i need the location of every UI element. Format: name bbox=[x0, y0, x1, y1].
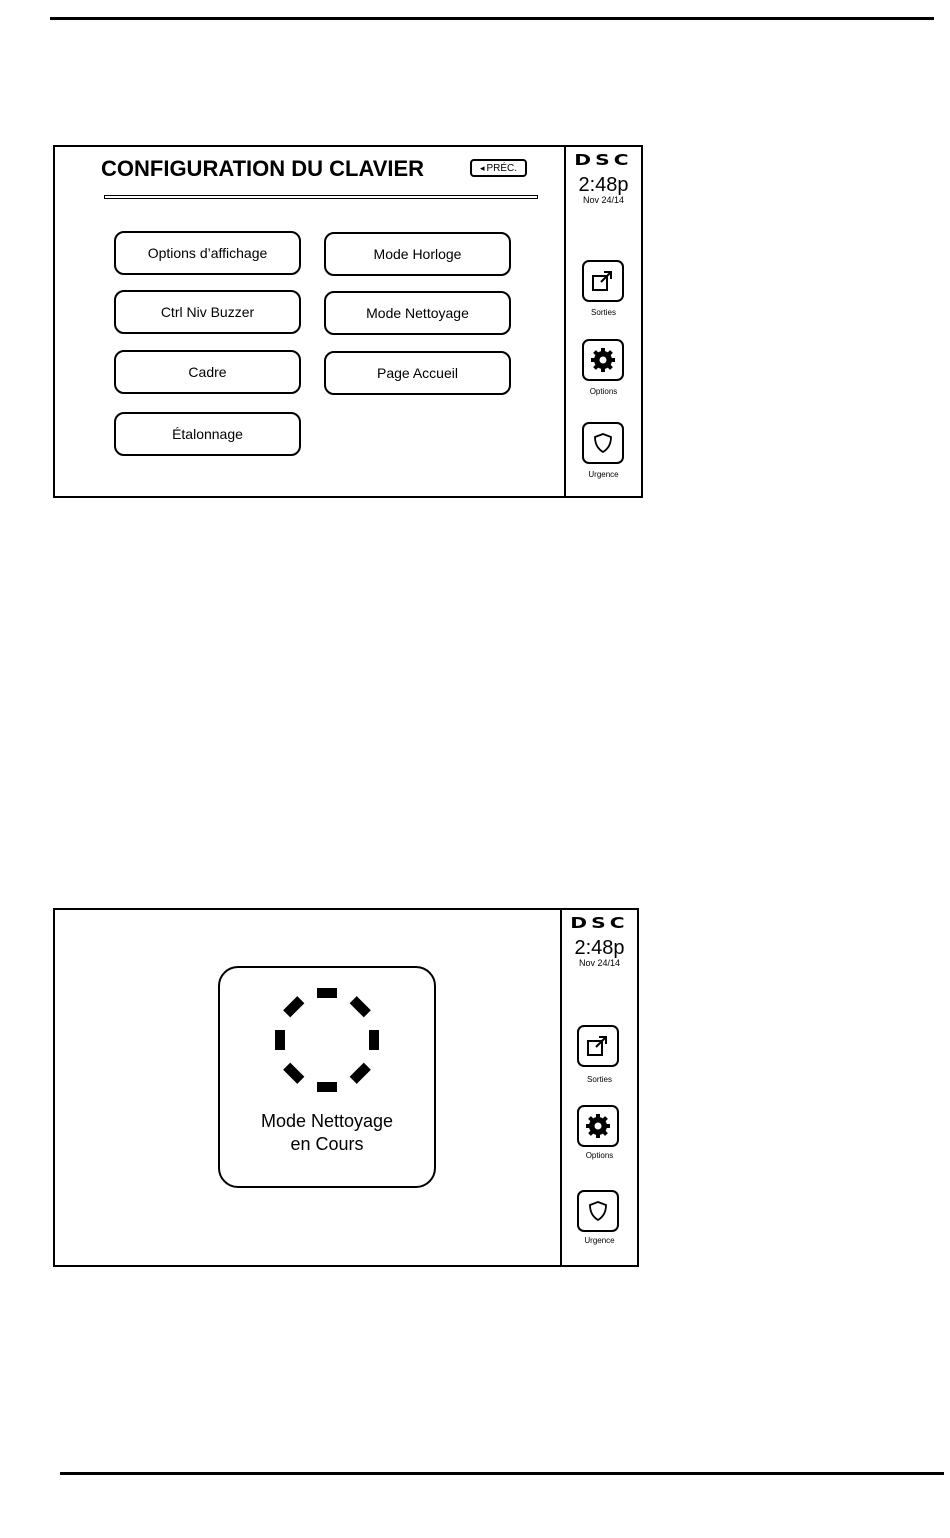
sidebar bbox=[564, 147, 641, 496]
shield-icon bbox=[590, 430, 616, 456]
calibration-button[interactable]: Étalonnage bbox=[114, 412, 301, 456]
clock-time: 2:48p bbox=[574, 937, 625, 959]
outputs-button[interactable] bbox=[582, 260, 624, 302]
outputs-button[interactable] bbox=[577, 1025, 619, 1067]
gear-icon bbox=[584, 1112, 612, 1140]
emergency-button[interactable] bbox=[582, 422, 624, 464]
buzzer-level-button[interactable]: Ctrl Niv Buzzer bbox=[114, 290, 301, 334]
dsc-logo: DSC bbox=[574, 151, 633, 169]
cleaning-status-line1: Mode Nettoyage bbox=[260, 1111, 394, 1131]
options-button[interactable] bbox=[582, 339, 624, 381]
outputs-label: Sorties bbox=[587, 1075, 612, 1084]
clean-mode-screen bbox=[53, 908, 639, 1267]
clean-mode-button[interactable]: Mode Nettoyage bbox=[324, 291, 511, 335]
emergency-label: Urgence bbox=[588, 470, 619, 479]
cleaning-status-box bbox=[218, 966, 436, 1188]
cleaning-status-line2: en Cours bbox=[290, 1134, 364, 1154]
clock-time: 2:48p bbox=[578, 174, 629, 196]
external-link-icon bbox=[589, 267, 617, 295]
options-button[interactable] bbox=[577, 1105, 619, 1147]
shield-icon bbox=[585, 1198, 611, 1224]
keypad-config-screen bbox=[53, 145, 643, 498]
spinner-icon bbox=[267, 980, 387, 1100]
emergency-button[interactable] bbox=[577, 1190, 619, 1232]
back-arrow-icon: ◂ bbox=[479, 162, 485, 173]
home-page-button[interactable]: Page Accueil bbox=[324, 351, 511, 395]
gear-icon bbox=[589, 346, 617, 374]
clock-date: Nov 24/14 bbox=[578, 958, 621, 968]
back-button[interactable] bbox=[470, 159, 527, 177]
external-link-icon bbox=[584, 1032, 612, 1060]
back-button-label: PRÉC. bbox=[486, 162, 518, 174]
sidebar bbox=[560, 910, 637, 1265]
emergency-label: Urgence bbox=[584, 1236, 615, 1245]
page-title: CONFIGURATION DU CLAVIER bbox=[101, 156, 425, 181]
bottom-rule bbox=[60, 1472, 944, 1475]
outputs-label: Sorties bbox=[591, 308, 616, 317]
frame-button[interactable]: Cadre bbox=[114, 350, 301, 394]
title-underline bbox=[104, 195, 538, 199]
top-rule bbox=[50, 17, 934, 20]
dsc-logo: DSC bbox=[570, 914, 629, 932]
clock-date: Nov 24/14 bbox=[582, 195, 625, 205]
options-label: Options bbox=[589, 387, 618, 396]
display-options-button[interactable]: Options d’affichage bbox=[114, 231, 301, 275]
clock-mode-button[interactable]: Mode Horloge bbox=[324, 232, 511, 276]
options-label: Options bbox=[585, 1151, 614, 1160]
